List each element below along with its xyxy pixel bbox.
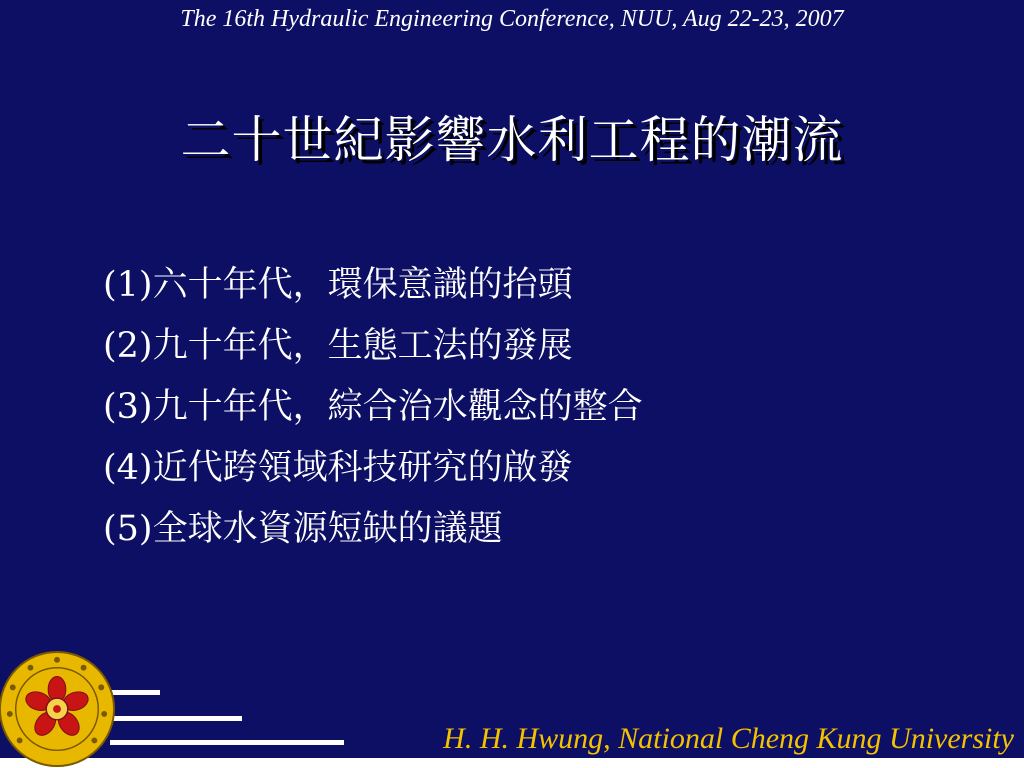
conference-header: The 16th Hydraulic Engineering Conference, NUU, Aug 22-23, 2007 [180, 6, 844, 32]
bottom-band [0, 758, 1024, 768]
bullet-item: (4)近代跨領域科技研究的啟發 [103, 448, 573, 488]
bullet-item: (2)九十年代，生態工法的發展 [103, 326, 573, 366]
author-footer: H. H. Hwung, National Cheng Kung University [443, 722, 1014, 755]
bullet-list [103, 255, 643, 560]
decorative-rule-short [110, 690, 160, 695]
bullet-item: (1)六十年代，環保意識的抬頭 [103, 265, 573, 305]
university-logo-seal [0, 650, 116, 768]
decorative-rule-long [110, 740, 344, 745]
bullet-item: (3)九十年代，綜合治水觀念的整合 [103, 387, 643, 427]
decorative-rule-medium [110, 716, 242, 721]
bullet-item: (5)全球水資源短缺的議題 [103, 509, 503, 549]
slide-title: 二十世紀影響水利工程的潮流 [180, 111, 844, 169]
